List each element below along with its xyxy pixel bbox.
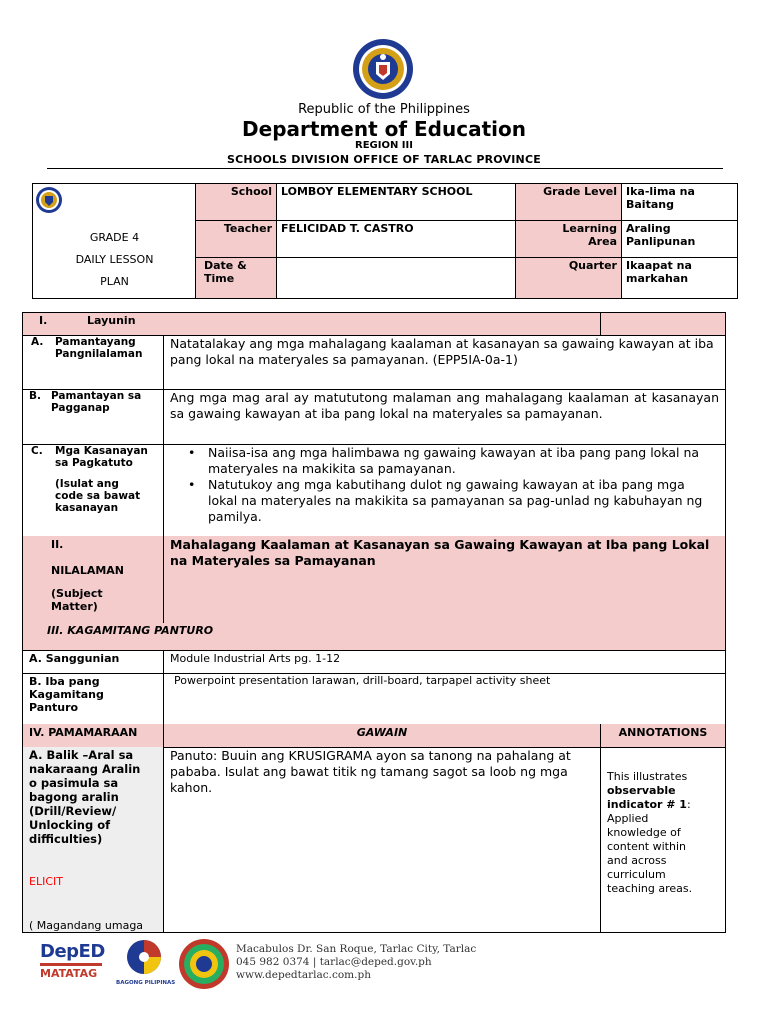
kagamitang-panturo-header: III. KAGAMITANG PANTURO [47,624,214,637]
republic-line: Republic of the Philippines [298,102,470,117]
teacher-label: Teacher [196,221,277,258]
elicit-label: ELICIT [29,875,63,888]
quarter-label: Quarter [516,258,622,298]
footer-address: Macabulos Dr. San Roque, Tarlac City, Tarlac [236,943,477,955]
teacher-value: FELICIDAD T. CASTRO [277,221,516,258]
bagong-pilipinas-icon [116,938,172,976]
sdo-tarlac-seal-icon [178,938,230,990]
learning-area-value: Araling Panlipunan [622,221,738,258]
nilalaman-text: Mahalagang Kaalaman at Kasanayan sa Gawaing Kawayan at Iba pang Lokal na Materyales sa Pamayanan [170,537,710,568]
grade-level-label: Grade Level [516,184,622,221]
kasanayan-bullet-1: • Naiisa-isa ang mga halimbawa ng gawaing kawayan at iba pang pang lokal na materyales na makikita sa pamayanan. [164,445,707,477]
balik-aral-label: A. Balik –Aral sa nakaraang Aralin o pasimula sa bagong aralin (Drill/Review/ Unlocking of difficulties) ELICIT ( Magandang umaga [23,747,164,932]
division-line: SCHOOLS DIVISION OFFICE OF TARLAC PROVINCE [227,153,541,166]
pagganap-text: Ang mga mag aral ay matututong malaman ang mahalagang kaalaman at kasanayan sa gawaing kawayan at iba pang lokal na materyales sa pamayanan. [170,390,719,421]
sanggunian-label: A. Sanggunian [23,650,164,673]
annotation-text: This illustrates observable indicator # 1: Applied knowledge of content within and across curriculum teaching areas. [607,770,693,895]
date-time-value [277,258,516,298]
lesson-info-table [32,183,738,299]
pamantayang-pangnilalaman-row [22,335,726,390]
kasanayan-label: C. Mga Kasanayan sa Pagkatuto (Isulat ang code sa bawat kasanayan [23,444,164,536]
magandang-umaga-text: ( Magandang umaga [29,919,144,932]
nilalaman-row [22,536,726,624]
kagamitang-panturo-row [22,623,726,651]
school-label: School [196,184,277,221]
annotations-header: ANNOTATIONS [618,726,708,739]
bagong-pilipinas-logo: BAGONG PILIPINAS [116,938,172,986]
pamamaraan-header-row [22,724,726,748]
footer-contact: 045 982 0374 | tarlac@deped.gov.ph [236,956,432,968]
department-title: Department of Education [242,117,526,141]
iba-pang-kagamitan-row [22,673,726,725]
nilalaman-label: II. NILALAMAN (Subject Matter) [23,536,164,623]
date-time-label: Date & Time [196,258,277,298]
deped-matatag-logo: DepED MATATAG [40,941,105,980]
footer-website[interactable]: www.depedtarlac.com.ph [236,969,371,981]
quarter-value: Ikaapat na markahan [626,259,692,285]
region-line: REGION III [355,140,413,151]
kasanayan-bullets [164,444,725,536]
iba-pang-kagamitan-label: B. Iba pang Kagamitang Panturo [23,673,164,724]
deped-seal-icon [352,38,414,100]
dlp-text-1: DAILY LESSON [75,253,154,266]
pangnilalaman-text: Natatalakay ang mga mahalagang kaalaman at kasanayan sa gawaing kawayan at iba pang lokal na materyales sa pamayanan. (EPP5IA-0a-1) [170,336,714,367]
iba-pang-kagamitan-value: Powerpoint presentation larawan, drill-board, tarpapel activity sheet [174,674,551,687]
pamamaraan-label: IV. PAMAMARAAN [23,724,164,747]
dlp-text-2: PLAN [100,275,129,288]
kasanayan-bullet-2: • Natutukoy ang mga kabutihang dulot ng gawaing kawayan at iba pang mga lokal na materyales na makikita sa pamayanan sa pag-unlad ng kabuhayan ng pamilya. [164,477,707,525]
grade-text: GRADE 4 [89,231,140,244]
pangnilalaman-label: A. Pamantayang Pangnilalaman [23,335,164,389]
panuto-text: Panuto: Buuin ang KRUSIGRAMA ayon sa tanong na pahalang at pababa. Isulat ang bawat titik ng tamang sagot sa loob ng mga kahon. [164,747,601,932]
sanggunian-value: Module Industrial Arts pg. 1-12 [170,652,341,665]
deped-seal-small-icon [35,186,63,214]
layunin-header: I. Layunin [23,313,601,335]
learning-area-label: Learning Area [516,221,622,258]
balik-aral-row [22,747,726,933]
school-value: LOMBOY ELEMENTARY SCHOOL [277,184,516,221]
pamantayan-pagganap-row [22,389,726,445]
grade-dlp-cell [33,184,196,298]
gawain-header: GAWAIN [164,724,601,747]
grade-level-value: Ika-lima na Baitang [622,184,738,221]
sanggunian-row [22,650,726,674]
layunin-row [22,312,726,336]
kasanayan-row [22,444,726,537]
pagganap-label: B. Pamantayan sa Pagganap [23,389,164,444]
header-divider [47,168,723,169]
